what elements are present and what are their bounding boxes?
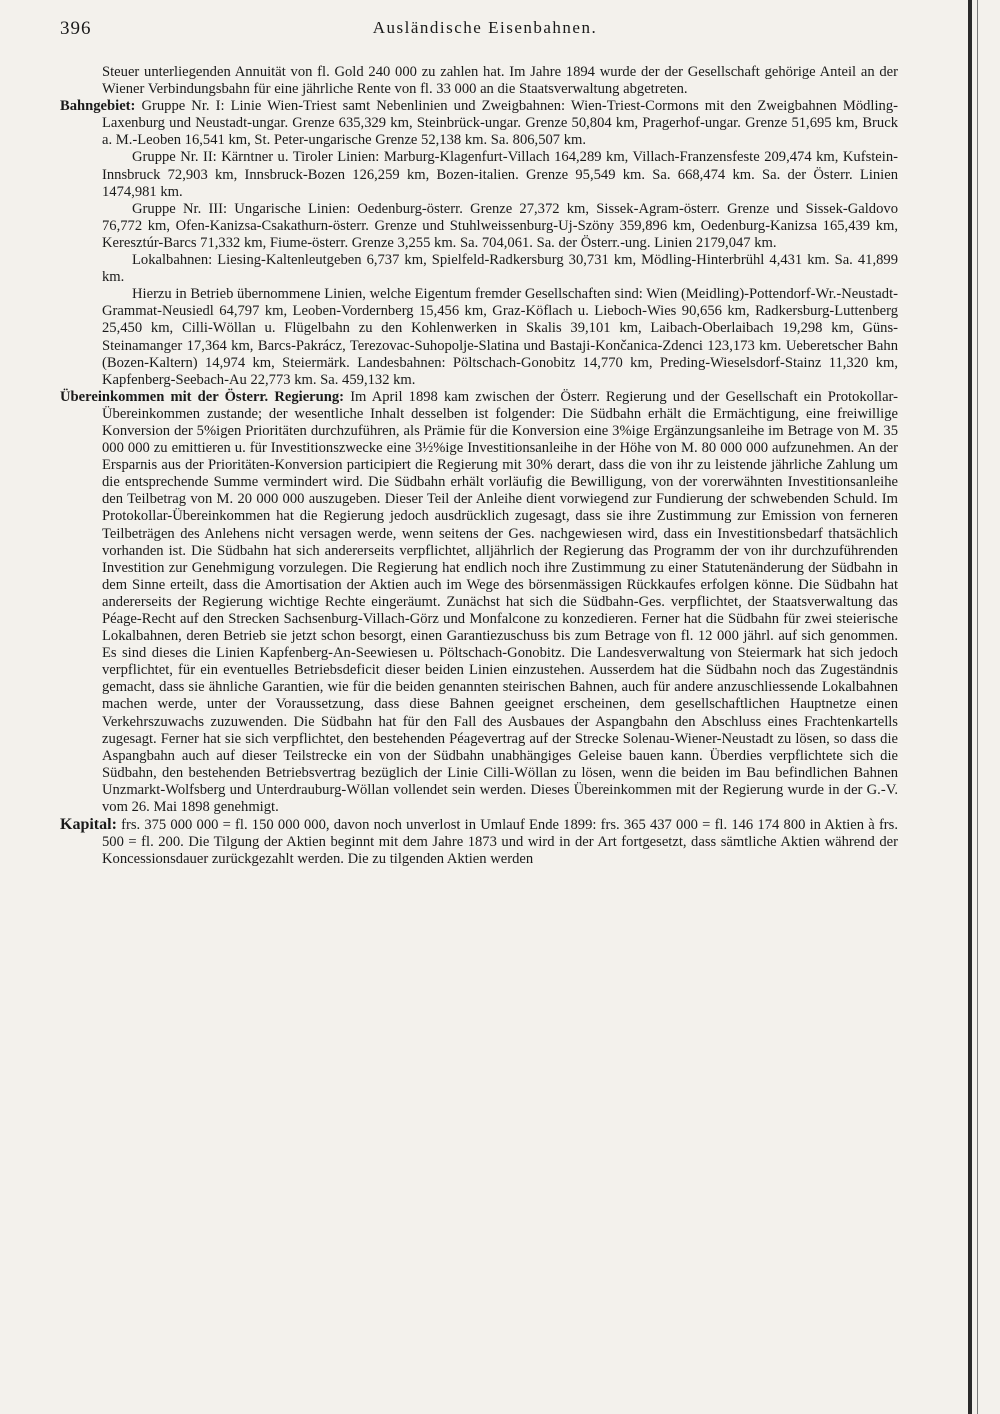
intro-paragraph: Steuer unterliegenden Annuität von fl. Gold 240 000 zu zahlen hat. Im Jahre 1894 wurde der der Gesellschaft gehörige Anteil an der Wiener Verbindungsbahn für eine jährliche Rente von fl. 33 000 an die Staatsverwaltung abgetreten. (102, 64, 898, 98)
uebereinkommen-text: Im April 1898 kam zwischen der Österr. Regierung und der Gesellschaft ein Protokollar-Übereinkommen zustande; der wesentliche Inhalt desselben ist folgender: Die Südbahn erhält die Ermächtigung, eine freiwillige Konversion der 5%igen Prioritäten durchzuführen, als Prämie für die Konversion eine 3%ige Ergänzungsanleihe im Betrage von M. 35 000 000 zu emittieren u. für Investitionszwecke eine 3½%ige Investitionsanleihe in der Höhe von M. 80 000 000 aufzunehmen. An der Ersparnis aus der Prioritäten-Konversion participiert die Regierung mit 30% derart, dass die von ihr zu leistende jährliche Zahlung um die entsprechende Summe vermindert wird. Die Südbahn erhält vorläufig die Bewilligung, von der vorerwähnten Investitionsanleihe den Teilbetrag von M. 20 000 000 auszugeben. Dieser Teil der Anleihe dient vorwiegend zur Fundierung der schwebenden Schuld. Im Protokollar-Übereinkommen hat die Regierung jedoch ausdrücklich zugesagt, dass sie ihre Zustimmung zur Emission von ferneren Teilbeträgen des Anlehens nicht versagen werde, wenn seitens der Ges. nachgewiesen wird, dass ein Investitionsbedarf thatsächlich vorhanden ist. Die Südbahn hat sich andererseits verpflichtet, alljährlich der Regierung das Programm der von ihr durchzuführenden Investition zur Genehmigung vorzulegen. Die Regierung hat endlich noch ihre Zustimmung zu einer Statutenänderung der Südbahn in dem Sinne erteilt, dass die Amortisation der Aktien auch im Wege des börsenmässigen Rückkaufes erfolgen könne. Die Südbahn hat andererseits der Regierung wichtige Rechte eingeräumt. Zunächst hat sich die Südbahn-Ges. verpflichtet, der Staatsverwaltung das Péage-Recht auf den Strecken Sachsenburg-Villach-Görz und Monfalcone zu konzedieren. Ferner hat die Südbahn für zwei steierische Lokalbahnen, deren Betrieb sie jetzt schon besorgt, einen Garantiezuschuss bis zum Betrage von fl. 12 000 jährl. auf sich genommen. Es sind dieses die Linien Kapfenberg-An-Seewiesen u. Pöltschach-Gonobitz. Die Landesverwaltung von Steiermark hat sich jedoch verpflichtet, für ein eventuelles Betriebsdeficit dieser beiden Linien einzustehen. Ausserdem hat die Südbahn noch das Zugeständnis gemacht, dass sie ähnliche Garantien, wie für die beiden genannten steirischen Bahnen, auch für andere anzuschliessende Lokalbahnen machen werde, unter der Voraussetzung, dass diese Bahnen geeignet erscheinen, dem gesellschaftlichen Hauptnetze einen Verkehrszuwachs zuzuwenden. Die Südbahn hat für den Fall des Ausbaues der Aspangbahn den Abschluss eines Frachtenkartells zugesagt. Ferner hat sie sich verpflichtet, den bestehenden Péagevertrag auf der Strecke Solenau-Wiener-Neustadt zu lösen, so dass die Aspangbahn auch auf dieser Teilstrecke ein von der Südbahn unabhängiges Geleise bauen kann. Überdies verpflichtete sich die Südbahn, den bestehenden Betriebsvertrag bezüglich der Linie Cilli-Wöllan zu lösen, wenn die beiden im Bau befindlichen Bahnen Unzmarkt-Wolfsberg und Unterdrauburg-Wöllan vollendet sein werden. Dieses Übereinkommen mit der Regierung wurde in der G.-V. vom 26. Mai 1898 genehmigt. (102, 388, 898, 816)
bahngebiet-text: Gruppe Nr. I: Linie Wien-Triest samt Nebenlinien und Zweigbahnen: Wien-Triest-Cormons mit den Zweigbahnen Mödling-Laxenburg und Neustadt-ungar. Grenze 635,329 km, Steinbrück-ungar. Grenze 50,804 km, Pragerhof-ungar. Grenze 51,695 km, Bruck a. M.-Leoben 16,541 km, St. Peter-ungarische Grenze 52,138 km. Sa. 806,507 km. (102, 98, 898, 149)
gruppe-2-paragraph: Gruppe Nr. II: Kärntner u. Tiroler Linien: Marburg-Klagenfurt-Villach 164,289 km, Villach-Franzensfeste 209,474 km, Kufstein-Innsbruck 72,903 km, Innsbruck-Bozen 126,259 km, Bozen-italien. Grenze 95,549 km. Sa. 668,474 km. Sa. der Österr. Linien 1474,981 km. (102, 149, 898, 200)
uebereinkommen-heading: Übereinkommen mit der Österr. Regierung: (60, 388, 345, 405)
page-edge-line (977, 0, 978, 1414)
kapital-section (60, 816, 898, 868)
document-body (60, 64, 898, 868)
fremde-linien-paragraph: Hierzu in Betrieb übernommene Linien, welche Eigentum fremder Gesellschaften sind: Wien (Meidling)-Pottendorf-Wr.-Neustadt-Grammat-Neusiedl 64,797 km, Leoben-Vordernberg 15,456 km, Graz-Köflach u. Lieboch-Wies 90,656 km, Radkersburg-Luttenberg 25,450 km, Cilli-Wöllan u. Flügelbahn zu den Kohlenwerken in Skalis 39,101 km, Laibach-Oberlaibach 19,298 km, Güns-Steinamanger 17,364 km, Barcs-Pakrácz, Terezovac-Suhopolje-Slatina und Bastaji-Končanica-Zdenci 123,173 km. Ueberetscher Bahn (Bozen-Kaltern) 14,974 km, Steiermärk. Landesbahnen: Pöltschach-Gonobitz 14,770 km, Preding-Wieselsdorf-Stainz 11,320 km, Kapfenberg-Seebach-Au 22,773 km. Sa. 459,132 km. (102, 286, 898, 388)
kapital-text: frs. 375 000 000 = fl. 150 000 000, davon noch unverlost in Umlauf Ende 1899: frs. 365 437 000 = fl. 146 174 800 in Aktien à frs. 500 = fl. 200. Die Tilgung der Aktien beginnt mit dem Jahre 1873 und wird in der Art fortgesetzt, dass sämtliche Aktien während der Koncessionsdauer zurückgezahlt werden. Die zu tilgenden Aktien werden (102, 817, 898, 868)
page-edge-shadow (968, 0, 972, 1414)
page-header (60, 18, 910, 48)
kapital-heading: Kapital: (60, 816, 117, 834)
page-number: 396 (60, 18, 92, 39)
uebereinkommen-section (60, 389, 898, 816)
bahngebiet-section (60, 98, 898, 149)
lokalbahnen-paragraph: Lokalbahnen: Liesing-Kaltenleutgeben 6,737 km, Spielfeld-Radkersburg 30,731 km, Mödling-Hinterbrühl 4,431 km. Sa. 41,899 km. (102, 252, 898, 286)
gruppe-3-paragraph: Gruppe Nr. III: Ungarische Linien: Oedenburg-österr. Grenze 27,372 km, Sissek-Agram-österr. Grenze und Sissek-Galdovo 76,772 km, Ofen-Kanizsa-Csakathurn-österr. Grenze und Stuhlweissenburg-Uj-Szöny 359,896 km, Oedenburg-Kanizsa 165,439 km, Keresztúr-Barcs 71,332 km, Fiume-österr. Grenze 3,255 km. Sa. 704,061. Sa. der Österr.-ung. Linien 2179,047 km. (102, 200, 898, 251)
bahngebiet-heading: Bahngebiet: (60, 98, 136, 115)
running-head: Ausländische Eisenbahnen. (372, 18, 598, 37)
